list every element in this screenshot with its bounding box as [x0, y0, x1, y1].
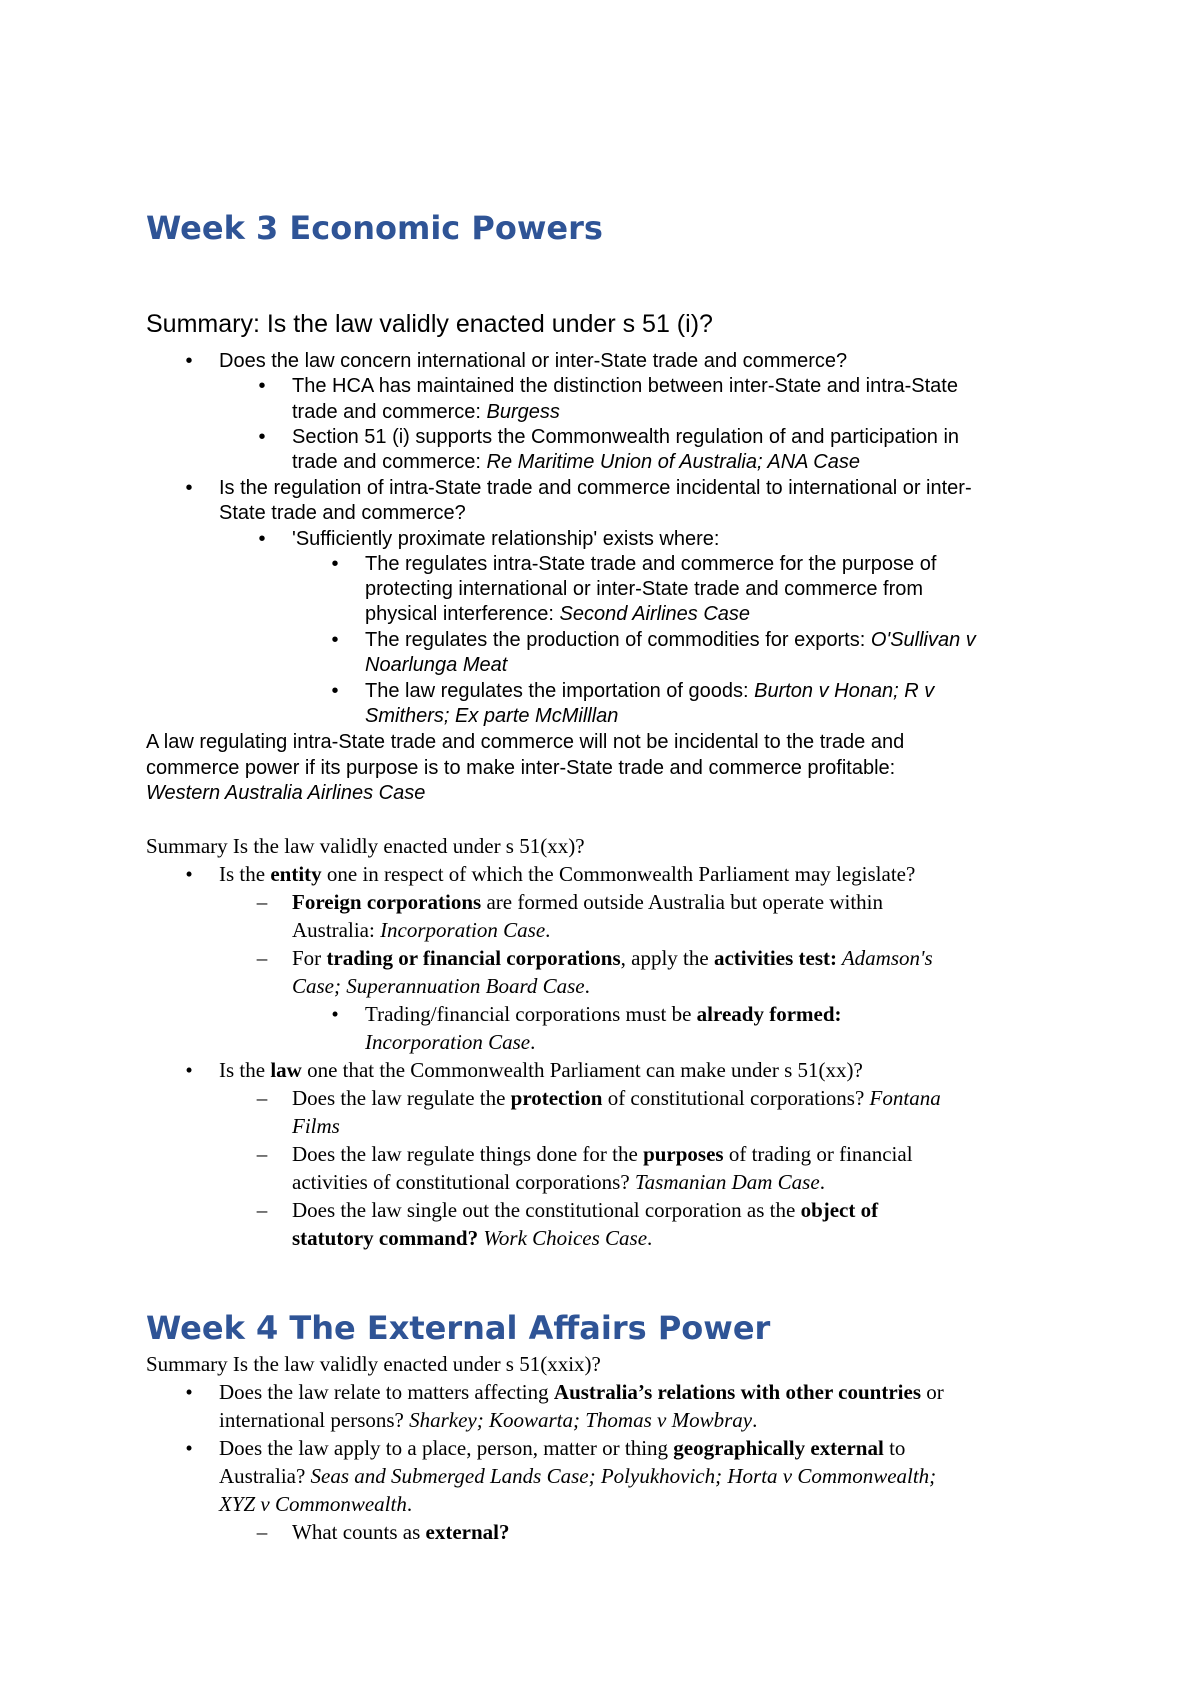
case-name: Sharkey; Koowarta; Thomas v Mowbray: [409, 1408, 753, 1432]
dash-marker: –: [256, 1198, 268, 1222]
text: For: [292, 946, 327, 970]
text: of trading or financial: [723, 1142, 913, 1166]
dash-marker: –: [256, 890, 268, 914]
list-item: Is the regulation of intra-State trade and commerce incidental to international or inter-: [219, 477, 972, 499]
case-name: Burgess: [486, 401, 560, 423]
s51xxix-heading: Summary Is the law validly enacted under s 51(xxix)?: [146, 1352, 601, 1376]
dash-marker: –: [256, 1086, 268, 1110]
case-name: Noarlunga Meat: [365, 654, 508, 676]
list-item-cont: [365, 652, 507, 678]
case-name: Adamson's: [836, 946, 933, 970]
text: to: [883, 1436, 906, 1460]
bullet-marker: •: [331, 629, 339, 651]
bullet-marker: •: [331, 1002, 339, 1026]
text: Trading/financial corporations must be: [365, 1002, 697, 1026]
list-item-cont: [365, 1029, 535, 1055]
list-item-cont: [292, 1169, 825, 1195]
text: .: [530, 1030, 536, 1054]
list-item: [219, 1057, 863, 1083]
bold-text: protection: [510, 1086, 603, 1110]
case-name: Western Australia Airlines Case: [146, 782, 426, 804]
text: .: [406, 1492, 413, 1516]
list-item: 'Sufficiently proximate relationship' exists where:: [292, 528, 720, 550]
text: What counts as: [292, 1520, 426, 1544]
s51i-heading: Summary: Is the law validly enacted under s 51 (i)?: [146, 310, 713, 338]
list-item-cont: [365, 601, 750, 627]
text: one that the Commonwealth Parliament can make under s 51(xx)?: [301, 1058, 863, 1082]
text: Does the law relate to matters affecting: [219, 1380, 554, 1404]
text: Australia:: [292, 918, 381, 942]
text: one in respect of which the Commonwealth Parliament may legislate?: [321, 862, 916, 886]
text: international persons?: [219, 1408, 410, 1432]
bullet-marker: •: [258, 528, 266, 550]
text: trade and commerce:: [292, 451, 487, 473]
case-name: Re Maritime Union of Australia; ANA Case: [486, 451, 860, 473]
text: Does the law regulate the: [292, 1086, 511, 1110]
list-item: Does the law concern international or inter-State trade and commerce?: [219, 350, 848, 372]
bold-text: purposes: [643, 1142, 724, 1166]
text: trade and commerce:: [292, 401, 487, 423]
case-name: Work Choices Case: [478, 1226, 648, 1250]
dash-marker: –: [256, 1142, 268, 1166]
text: .: [545, 918, 551, 942]
list-item-cont: protecting international or inter-State trade and commerce from: [365, 578, 924, 600]
list-item: [292, 889, 883, 915]
paragraph-line: A law regulating intra-State trade and commerce will not be incidental to the trade and: [146, 731, 905, 753]
list-item-cont: [292, 973, 590, 999]
bullet-marker: •: [331, 680, 339, 702]
text: The regulates the production of commodities for exports:: [365, 629, 871, 651]
bold-text: already formed:: [696, 1002, 842, 1026]
text: .: [819, 1170, 825, 1194]
bold-text: trading or financial corporations: [326, 946, 621, 970]
bold-text: law: [270, 1058, 302, 1082]
list-item: [219, 1435, 905, 1461]
text: Is the: [219, 1058, 271, 1082]
text: Does the law regulate things done for the: [292, 1142, 644, 1166]
text: of constitutional corporations?: [602, 1086, 870, 1110]
list-item-cont: [292, 917, 550, 943]
text: are formed outside Australia but operate within: [481, 890, 883, 914]
list-item: The regulates intra-State trade and commerce for the purpose of: [365, 553, 937, 575]
case-name: Seas and Submerged Lands Case; Polyukhovich; Horta v Commonwealth;: [310, 1464, 937, 1488]
list-item-cont: [219, 1407, 757, 1433]
bullet-marker: •: [185, 477, 193, 499]
list-item: [292, 945, 933, 971]
case-name: Incorporation Case: [380, 918, 546, 942]
case-name: Fontana: [869, 1086, 941, 1110]
bold-text: Foreign corporations: [292, 890, 482, 914]
bold-text: activities test:: [713, 946, 837, 970]
bold-text: external?: [425, 1520, 510, 1544]
list-item: [365, 678, 934, 704]
s51xx-heading: Summary Is the law validly enacted under s 51(xx)?: [146, 834, 585, 858]
text: Is the: [219, 862, 271, 886]
bold-text: geographically external: [673, 1436, 884, 1460]
list-item-cont: [292, 449, 860, 475]
list-item: [219, 861, 915, 887]
list-item-cont: [219, 1491, 412, 1517]
bullet-marker: •: [185, 350, 193, 372]
week3-title: Week 3 Economic Powers: [146, 209, 603, 247]
case-name: Tasmanian Dam Case: [634, 1170, 820, 1194]
paragraph-line: commerce power if its purpose is to make inter-State trade and commerce profitable:: [146, 757, 896, 779]
text: , apply the: [620, 946, 714, 970]
case-name: Smithers; Ex parte McMilllan: [365, 705, 619, 727]
bold-text: Australia’s relations with other countries: [553, 1380, 921, 1404]
list-item: [219, 1379, 944, 1405]
list-item-cont: State trade and commerce?: [219, 502, 466, 524]
list-item: [365, 1001, 842, 1027]
list-item: [292, 1519, 510, 1545]
bullet-marker: •: [185, 1380, 193, 1404]
text: physical interference:: [365, 603, 560, 625]
week4-title: Week 4 The External Affairs Power: [146, 1309, 771, 1347]
list-item-cont: [292, 399, 560, 425]
text: .: [584, 974, 590, 998]
bullet-marker: •: [258, 426, 266, 448]
text: or: [921, 1380, 944, 1404]
text: .: [752, 1408, 758, 1432]
bullet-marker: •: [185, 1436, 193, 1460]
text: activities of constitutional corporations?: [292, 1170, 635, 1194]
dash-marker: –: [256, 946, 268, 970]
list-item: The HCA has maintained the distinction between inter-State and intra-State: [292, 375, 958, 397]
case-name: XYZ v Commonwealth: [219, 1492, 407, 1516]
bullet-marker: •: [185, 1058, 193, 1082]
text: .: [647, 1226, 653, 1250]
case-name: Films: [292, 1114, 340, 1138]
list-item-cont: [365, 703, 618, 729]
case-name: Case; Superannuation Board Case: [292, 974, 585, 998]
list-item: [292, 1141, 913, 1167]
case-name: Incorporation Case: [365, 1030, 531, 1054]
dash-marker: –: [256, 1520, 268, 1544]
bold-text: statutory command?: [292, 1226, 479, 1250]
list-item-cont: [292, 1113, 340, 1139]
case-name: Second Airlines Case: [559, 603, 751, 625]
list-item-cont: [219, 1463, 936, 1489]
bullet-marker: •: [331, 553, 339, 575]
text: Australia?: [219, 1464, 311, 1488]
list-item: [365, 627, 976, 653]
case-name: Burton v Honan; R v: [754, 680, 935, 702]
bullet-marker: •: [258, 375, 266, 397]
list-item: [292, 1197, 878, 1223]
text: Does the law apply to a place, person, matter or thing: [219, 1436, 674, 1460]
list-item: Section 51 (i) supports the Commonwealth regulation of and participation in: [292, 426, 960, 448]
list-item: [292, 1085, 941, 1111]
list-item-cont: [292, 1225, 652, 1251]
bold-text: entity: [270, 862, 322, 886]
bullet-marker: •: [185, 862, 193, 886]
text: Does the law single out the constitutional corporation as the: [292, 1198, 801, 1222]
bold-text: object of: [800, 1198, 879, 1222]
text: The law regulates the importation of goods:: [365, 680, 755, 702]
case-name: O'Sullivan v: [870, 629, 976, 651]
